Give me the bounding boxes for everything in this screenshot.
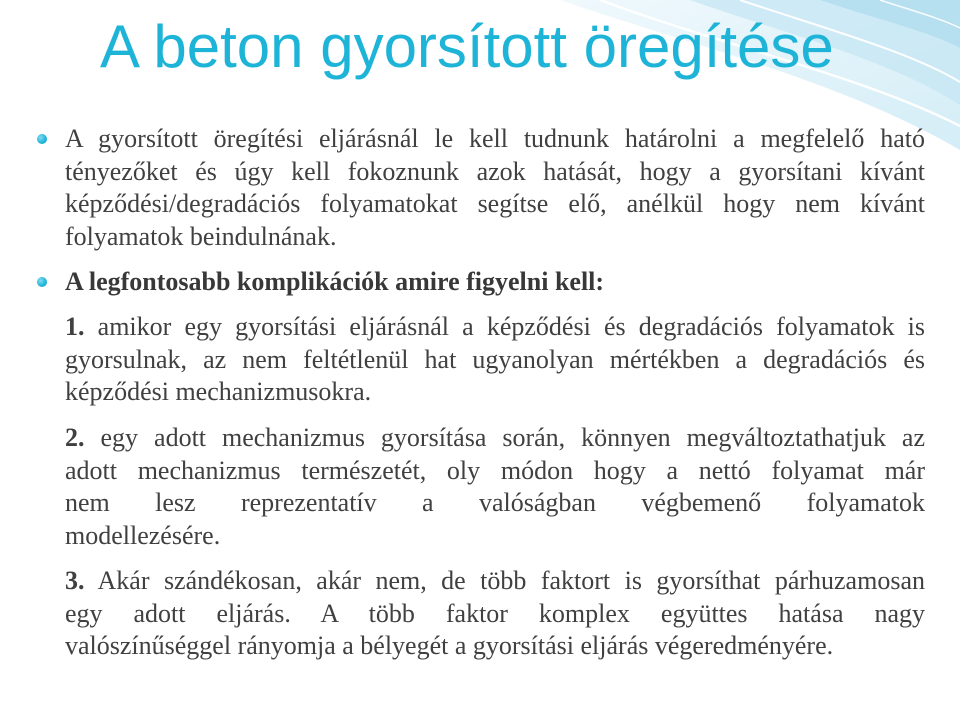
bullet-text-line: képződési/degradációs folyamatokat segítse elő, anélkül hogy nem kívánt	[65, 189, 925, 218]
item-text: Akár szándékosan, akár nem, de több faktort is gyorsíthat párhuzamosan	[97, 566, 925, 595]
item-text: amikor egy gyorsítási eljárásnál a képződési és degradációs folyamatok is	[97, 312, 925, 341]
numbered-item	[65, 422, 925, 552]
item-number: 1.	[65, 312, 85, 341]
bullet-dot-icon	[37, 134, 47, 144]
bullet-text-line: A legfontosabb komplikációk amire figyelni kell:	[65, 267, 605, 296]
slide-title: A beton gyorsított öregítése	[100, 13, 834, 80]
item-text-line	[65, 565, 925, 598]
bullet-item	[65, 123, 925, 253]
bullet-dot-icon	[37, 277, 47, 287]
item-text-line: egy adott eljárás. A több faktor komplex együttes hatása nagy	[65, 598, 925, 628]
item-number: 2.	[65, 423, 85, 452]
item-text-line: gyorsulnak, az nem feltétlenül hat ugyanolyan mértékben a degradációs és	[65, 344, 925, 374]
item-text-line: képződési mechanizmusokra.	[65, 377, 372, 406]
item-text-line	[65, 311, 925, 344]
bullet-text-line: A gyorsított öregítési eljárásnál le kell tudnunk határolni a megfelelő ható	[65, 124, 925, 153]
item-text-line: modellezésére.	[65, 520, 221, 550]
numbered-item	[65, 565, 925, 663]
bullet-text-line: folyamatok beindulnának.	[65, 221, 337, 251]
item-text-line: valószínűséggel rányomja a bélyegét a gyorsítási eljárás végeredményére.	[65, 631, 834, 660]
item-number: 3.	[65, 566, 85, 595]
bullet-text-line: tényezőket és úgy kell fokoznunk azok hatását, hogy a gyorsítani kívánt	[65, 156, 925, 186]
numbered-item	[65, 311, 925, 409]
item-text: egy adott mechanizmus gyorsítása során, könnyen megváltoztathatjuk az	[100, 423, 926, 452]
item-text-line: adott mechanizmus természetét, oly módon hogy a nettó folyamat már	[65, 455, 925, 485]
bullet-item-heading	[65, 266, 925, 299]
item-text-line: nem lesz reprezentatív a valóságban végbemenő folyamatok	[65, 488, 925, 517]
item-text-line	[65, 422, 925, 455]
